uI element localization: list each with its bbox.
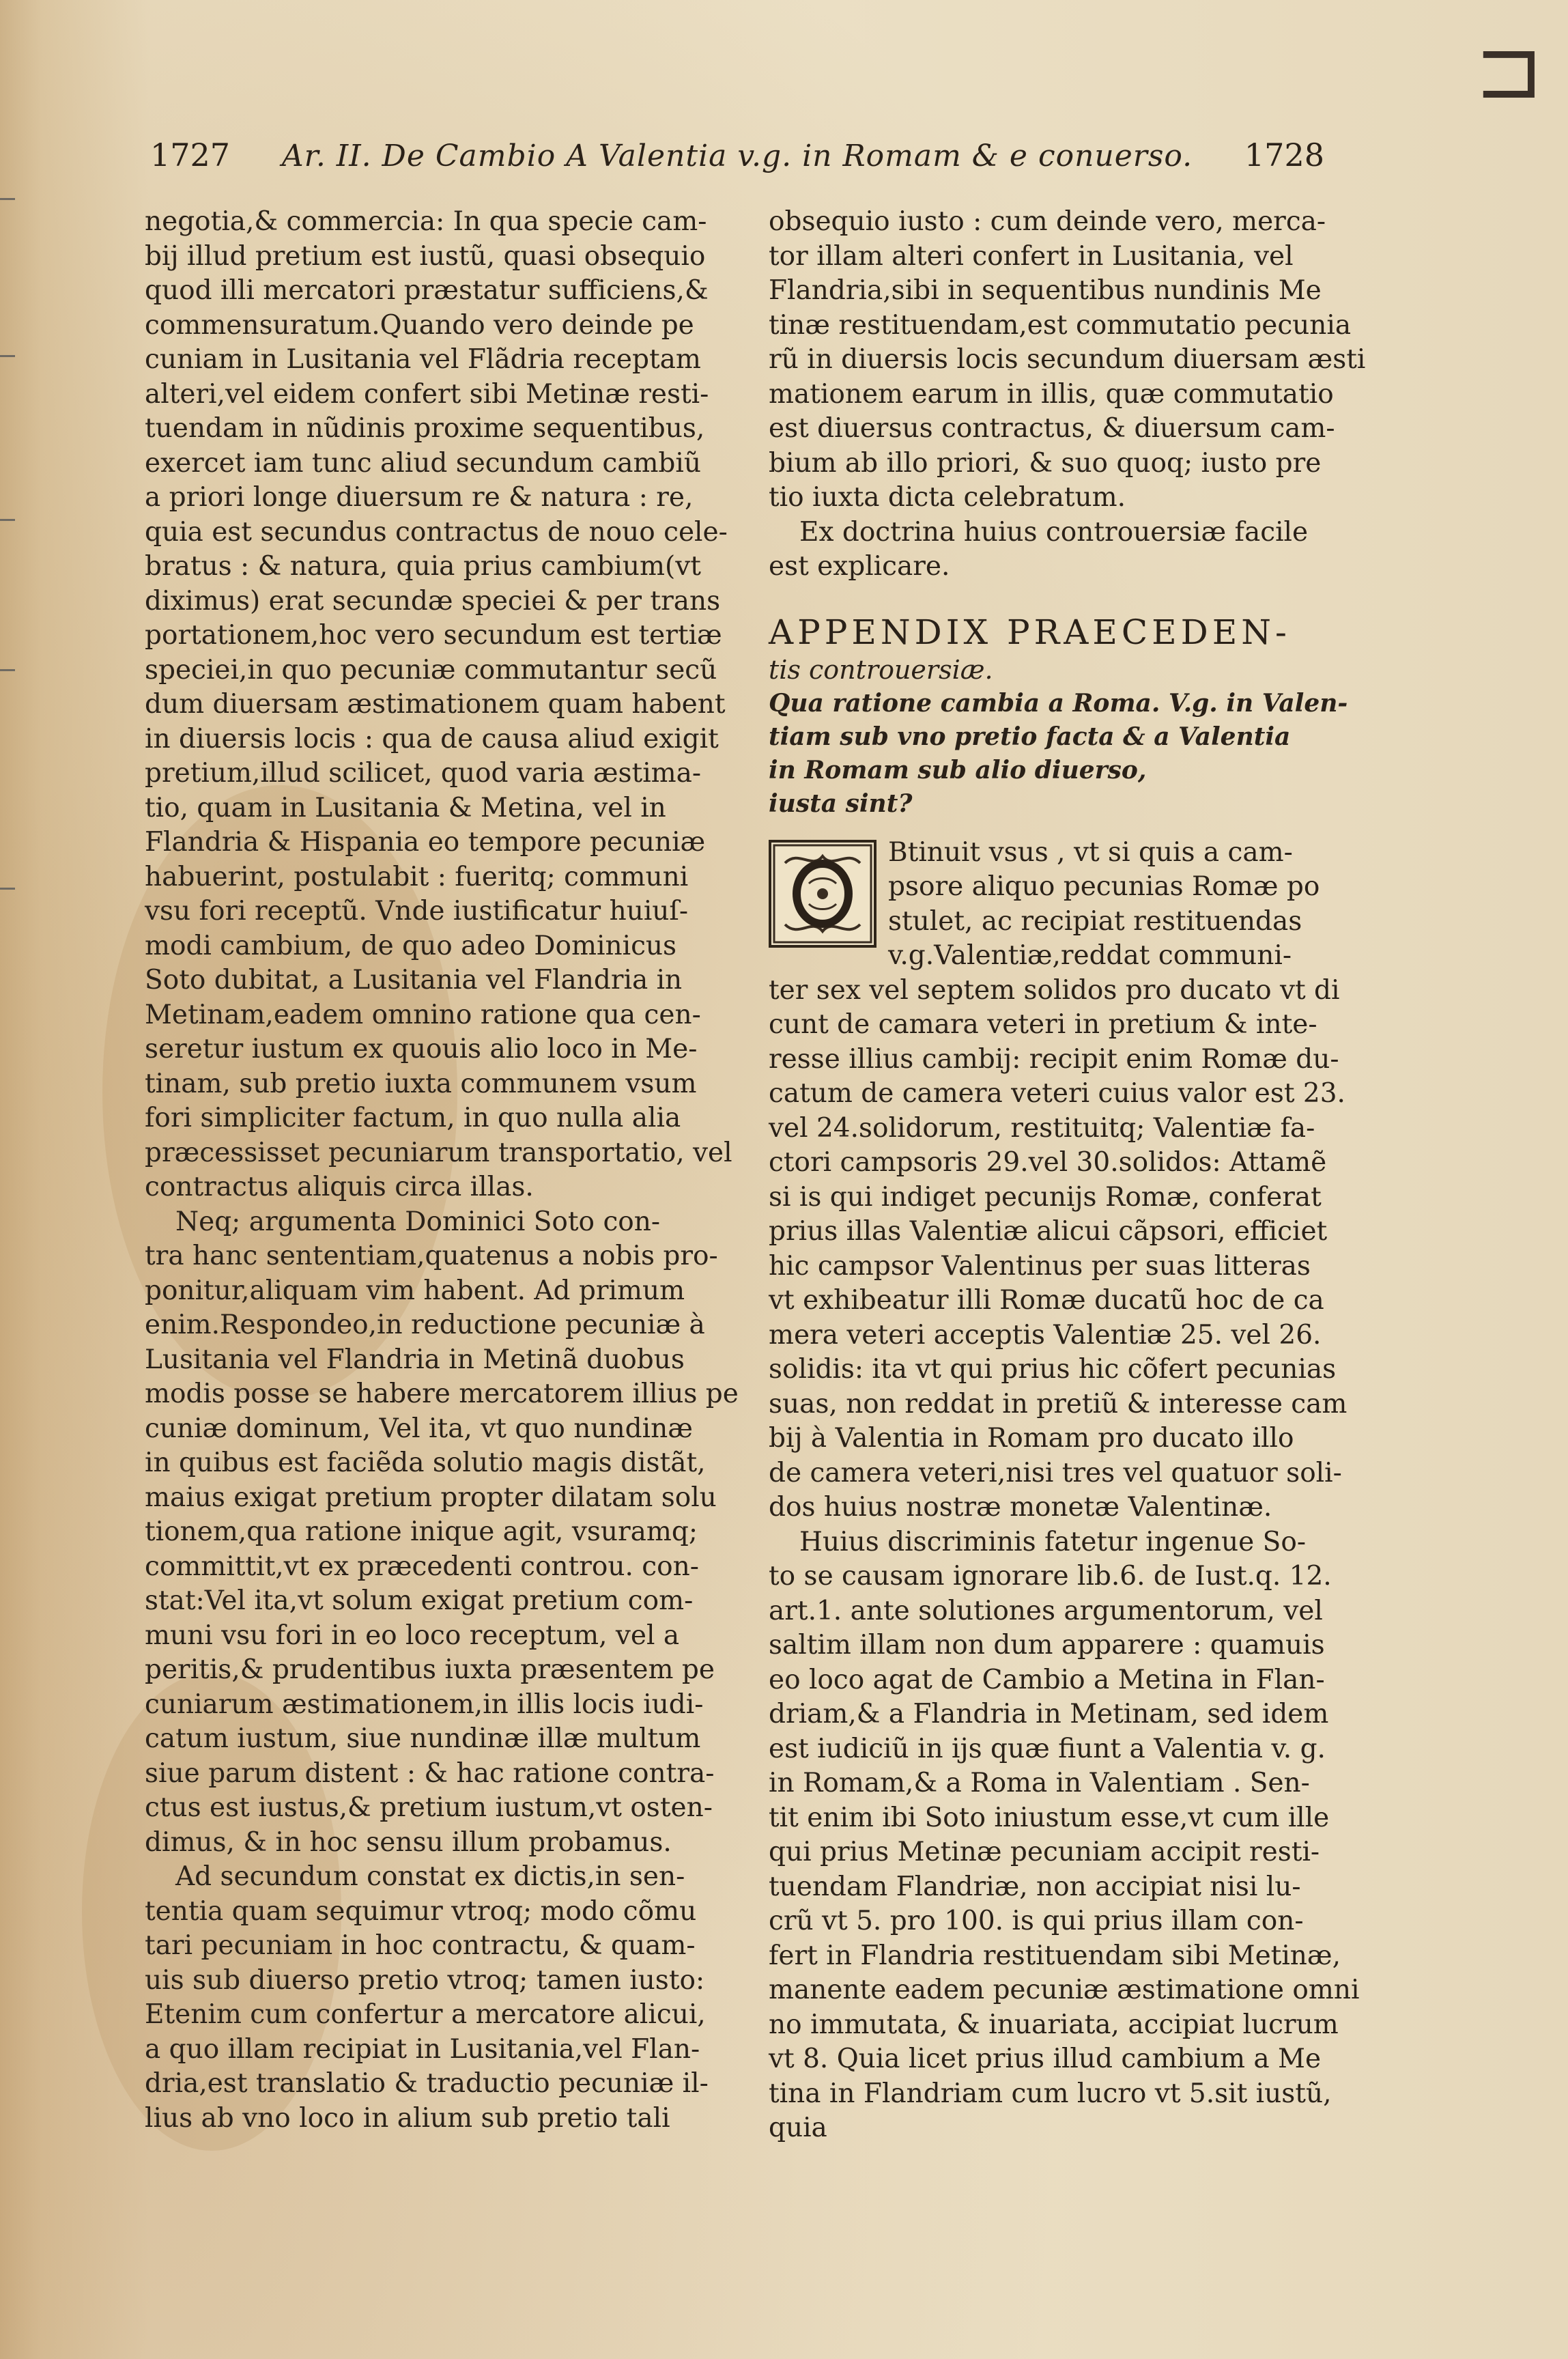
text-line: Huius discriminis fatetur ingenue So- <box>799 1526 1306 1557</box>
text-line: in Romam sub alio diuerso, <box>769 755 1147 785</box>
text-line: siue parum distent : & hac ratione contra- <box>145 1757 715 1789</box>
text-line: ctus est iustus,& pretium iustum,vt osten- <box>145 1792 713 1823</box>
text-line: catum iustum, siue nundinæ illæ multum <box>145 1723 701 1754</box>
initial-paragraph <box>769 836 1322 974</box>
text-line: ctori campsoris 29.vel 30.solidos: Attamẽ <box>769 1147 1327 1178</box>
text-line: de camera veteri,nisi tres vel quatuor soli- <box>769 1457 1342 1488</box>
text-line: seretur iustum ex quouis alio loco in Me- <box>145 1034 698 1064</box>
text-line: manente eadem pecuniæ æstimatione omni <box>769 1975 1360 2005</box>
text-line: habuerint, postulabit : fueritq; communi <box>145 861 689 892</box>
text-line: tor illam alteri confert in Lusitania, vel <box>769 240 1294 272</box>
text-line: Soto dubitat, a Lusitania vel Flandria in <box>145 965 683 995</box>
text-line: tio iuxta dicta celebratum. <box>769 482 1126 513</box>
text-line: cuniam in Lusitania vel Flãdria receptam <box>145 344 701 375</box>
text-line: in Romam,& a Roma in Valentiam . Sen- <box>769 1768 1310 1798</box>
text-line: dos huius nostræ monetæ Valentinæ. <box>769 1492 1272 1523</box>
text-line: fori simpliciter factum, in quo nulla alia <box>145 1103 681 1133</box>
text-line: iusta sint? <box>769 789 913 818</box>
text-line: Ex doctrina huius controuersiæ facile <box>799 516 1309 548</box>
text-line: mera veteri acceptis Valentiæ 25. vel 26. <box>769 1319 1322 1351</box>
text-line: est explicare. <box>769 551 950 582</box>
text-line: qui prius Metinæ pecuniam accipit resti- <box>769 1837 1320 1867</box>
text-line: tio, quam in Lusitania & Metina, vel in <box>145 792 666 823</box>
text-line: peritis,& prudentibus iuxta præsentem pe <box>145 1654 715 1685</box>
text-line: est iudiciũ in ijs quæ fiunt a Valentia v. g. <box>769 1733 1326 1764</box>
text-line: dum diuersam æstimationem quam habent <box>145 689 726 720</box>
text-line: maius exigat pretium propter dilatam solu <box>145 1482 717 1513</box>
text-line: solidis: ita vt qui prius hic cõfert pecunias <box>769 1354 1337 1385</box>
page-header <box>150 137 1324 184</box>
text-line: alteri,vel eidem confert sibi Metinæ resti- <box>145 378 709 410</box>
text-line: pretium,illud scilicet, quod varia æstima- <box>145 758 702 789</box>
text-line: stat:Vel ita,vt solum exigat pretium com- <box>145 1585 694 1616</box>
text-line: hic campsor Valentinus per suas litteras <box>769 1250 1311 1282</box>
right-column-body <box>769 974 1360 2146</box>
text-line: est diuersus contractus, & diuersum cam- <box>769 413 1335 444</box>
text-line: committit,vt ex præcedenti controu. con- <box>145 1551 699 1582</box>
running-title: Ar. II. De Cambio A Valentia v.g. in Romam & e conuerso. <box>281 139 1193 173</box>
text-line: commensuratum.Quando vero deinde pe <box>145 309 694 341</box>
text-line: speciei,in quo pecuniæ commutantur secũ <box>145 654 717 686</box>
text-line: quia est secundus contractus de nouo cele- <box>145 516 728 548</box>
text-line: Metinam,eadem omnino ratione qua cen- <box>145 999 701 1030</box>
text-line: Flandria & Hispania eo tempore pecuniæ <box>145 827 706 858</box>
text-line: muni vsu fori in eo loco receptum, vel a <box>145 1620 680 1651</box>
text-line: suas, non reddat in pretiũ & interesse cam <box>769 1388 1348 1419</box>
text-line: mationem earum in illis, quæ commutatio <box>769 378 1334 410</box>
text-line: crũ vt 5. pro 100. is qui prius illam con- <box>769 1906 1304 1936</box>
margin-mark <box>0 888 15 890</box>
text-line: art.1. ante solutiones argumentorum, vel <box>769 1595 1323 1626</box>
text-line: præcessisset pecuniarum transportatio, vel <box>145 1137 732 1168</box>
text-line: a priori longe diuersum re & natura : re, <box>145 482 694 513</box>
corner-glyph-mark: ⊐ <box>1474 23 1543 117</box>
text-line: Lusitania vel Flandria in Metinã duobus <box>145 1344 685 1375</box>
text-line: Ad secundum constat ex dictis,in sen- <box>175 1861 685 1892</box>
catchword: quia <box>769 2113 827 2143</box>
text-line: Qua ratione cambia a Roma. V.g. in Valen- <box>769 688 1348 718</box>
text-line: dria,est translatio & traductio pecuniæ il- <box>145 2068 709 2099</box>
text-line: Neq; argumenta Dominici Soto con- <box>175 1206 661 1237</box>
text-line: eo loco agat de Cambio a Metina in Flan- <box>769 1664 1325 1695</box>
text-line: bij illud pretium est iustũ, quasi obsequio <box>145 240 706 272</box>
text-line: tiam sub vno pretio facta & a Valentia <box>769 722 1291 751</box>
text-line: contractus aliquis circa illas. <box>145 1172 534 1202</box>
text-line: modis posse se habere mercatorem illius pe <box>145 1379 739 1409</box>
text-line: Btinuit vsus , vt si quis a cam- <box>888 836 1293 868</box>
text-line: vt 8. Quia licet prius illud cambium a Me <box>769 2044 1322 2074</box>
text-line: uis sub diuerso pretio vtroq; tamen iusto: <box>145 1964 705 1996</box>
text-line: tentia quam sequimur vtroq; modo cõmu <box>145 1895 697 1927</box>
text-line: tinam, sub pretio iuxta communem vsum <box>145 1068 697 1099</box>
right-page-number: 1728 <box>1244 137 1324 173</box>
text-line: bratus : & natura, quia prius cambium(vt <box>145 551 701 582</box>
text-line: negotia,& commercia: In qua specie cam- <box>145 206 707 237</box>
text-line: driam,& a Flandria in Metinam, sed idem <box>769 1699 1329 1729</box>
margin-mark <box>0 355 15 357</box>
right-text-column <box>769 205 1366 2146</box>
text-line: tari pecuniam in hoc contractu, & quam- <box>145 1930 696 1961</box>
text-line: stulet, ac recipiat restituendas <box>888 905 1302 937</box>
text-line: vt exhibeatur illi Romæ ducatũ hoc de ca <box>769 1285 1324 1316</box>
margin-mark <box>0 198 15 200</box>
text-line: rũ in diuersis locis secundum diuersam æsti <box>769 344 1366 375</box>
text-line: Flandria,sibi in sequentibus nundinis Me <box>769 275 1322 306</box>
margin-mark <box>0 519 15 521</box>
text-line: tionem,qua ratione inique agit, vsuramq; <box>145 1516 698 1547</box>
left-page-number: 1727 <box>150 137 231 173</box>
text-line: to se causam ignorare lib.6. de Iust.q. 12. <box>769 1561 1332 1592</box>
text-line: portationem,hoc vero secundum est tertiæ <box>145 620 722 651</box>
margin-mark <box>0 669 15 671</box>
text-line: vel 24.solidorum, restituitq; Valentiæ fa- <box>769 1112 1315 1144</box>
text-line: in diuersis locis : qua de causa aliud exigit <box>145 723 719 754</box>
text-line: obsequio iusto : cum deinde vero, merca- <box>769 206 1326 237</box>
text-line: dimus, & in hoc sensu illum probamus. <box>145 1826 672 1858</box>
text-line: no immutata, & inuariata, accipiat lucrum <box>769 2009 1339 2040</box>
text-line: si is qui indiget pecunijs Romæ, conferat <box>769 1181 1322 1213</box>
text-line: tinæ restituendam,est commutatio pecunia <box>769 309 1352 341</box>
text-line: bium ab illo priori, & suo quoq; iusto pre <box>769 447 1322 479</box>
text-line: cunt de camara veteri in pretium & inte- <box>769 1009 1317 1040</box>
text-line: v.g.Valentiæ,reddat communi- <box>888 940 1292 971</box>
text-line: tuendam Flandriæ, non accipiat nisi lu- <box>769 1871 1301 1902</box>
text-line: saltim illam non dum apparere : quamuis <box>769 1630 1325 1661</box>
text-line: modi cambium, de quo adeo Dominicus <box>145 930 677 961</box>
decorated-initial-o <box>769 840 876 948</box>
text-line: cuniæ dominum, Vel ita, vt quo nundinæ <box>145 1413 693 1444</box>
appendix-title: APPENDIX PRAECEDEN- <box>769 612 1291 652</box>
text-line: fert in Flandria restituendam sibi Metinæ, <box>769 1940 1341 1971</box>
text-line: quod illi mercatori præstatur sufficiens,& <box>145 275 709 306</box>
text-line: catum de camera veteri cuius valor est 23. <box>769 1078 1345 1109</box>
text-line: enim.Respondeo,in reductione pecuniæ à <box>145 1310 705 1340</box>
text-line: cuniarum æstimationem,in illis locis iudi- <box>145 1689 704 1720</box>
left-text-column <box>145 205 739 2136</box>
text-line: tina in Flandriam cum lucro vt 5.sit iustũ, <box>769 2078 1332 2109</box>
text-line: bij à Valentia in Romam pro ducato illo <box>769 1423 1294 1454</box>
text-line: diximus) erat secundæ speciei & per trans <box>145 585 721 617</box>
text-line: vsu fori receptũ. Vnde iustificatur huiuſ- <box>145 896 689 927</box>
text-line: tra hanc sententiam,quatenus a nobis pro- <box>145 1241 718 1271</box>
right-column-continuation <box>769 205 1366 584</box>
text-line: tit enim ibi Soto iniustum esse,vt cum ille <box>769 1802 1330 1833</box>
text-line: exercet iam tunc aliud secundum cambiũ <box>145 447 701 479</box>
appendix-question <box>769 687 1348 821</box>
text-line: tuendam in nũdinis proxime sequentibus, <box>145 413 705 444</box>
text-line: prius illas Valentiæ alicui cãpsori, efficiet <box>769 1216 1328 1247</box>
text-line: ter sex vel septem solidos pro ducato vt di <box>769 974 1340 1006</box>
appendix-subtitle: tis controuersiæ. <box>769 654 993 685</box>
text-line: lius ab vno loco in alium sub pretio tali <box>145 2102 670 2134</box>
text-line: in quibus est faciẽda solutio magis distãt, <box>145 1447 706 1478</box>
text-line: ponitur,aliquam vim habent. Ad primum <box>145 1275 685 1306</box>
text-line: a quo illam recipiat in Lusitania,vel Flan- <box>145 2033 700 2065</box>
text-line: resse illius cambij: recipit enim Romæ du- <box>769 1043 1339 1075</box>
text-line: Etenim cum confertur a mercatore alicui, <box>145 1999 706 2030</box>
text-line: psore aliquo pecunias Romæ po <box>888 871 1320 902</box>
